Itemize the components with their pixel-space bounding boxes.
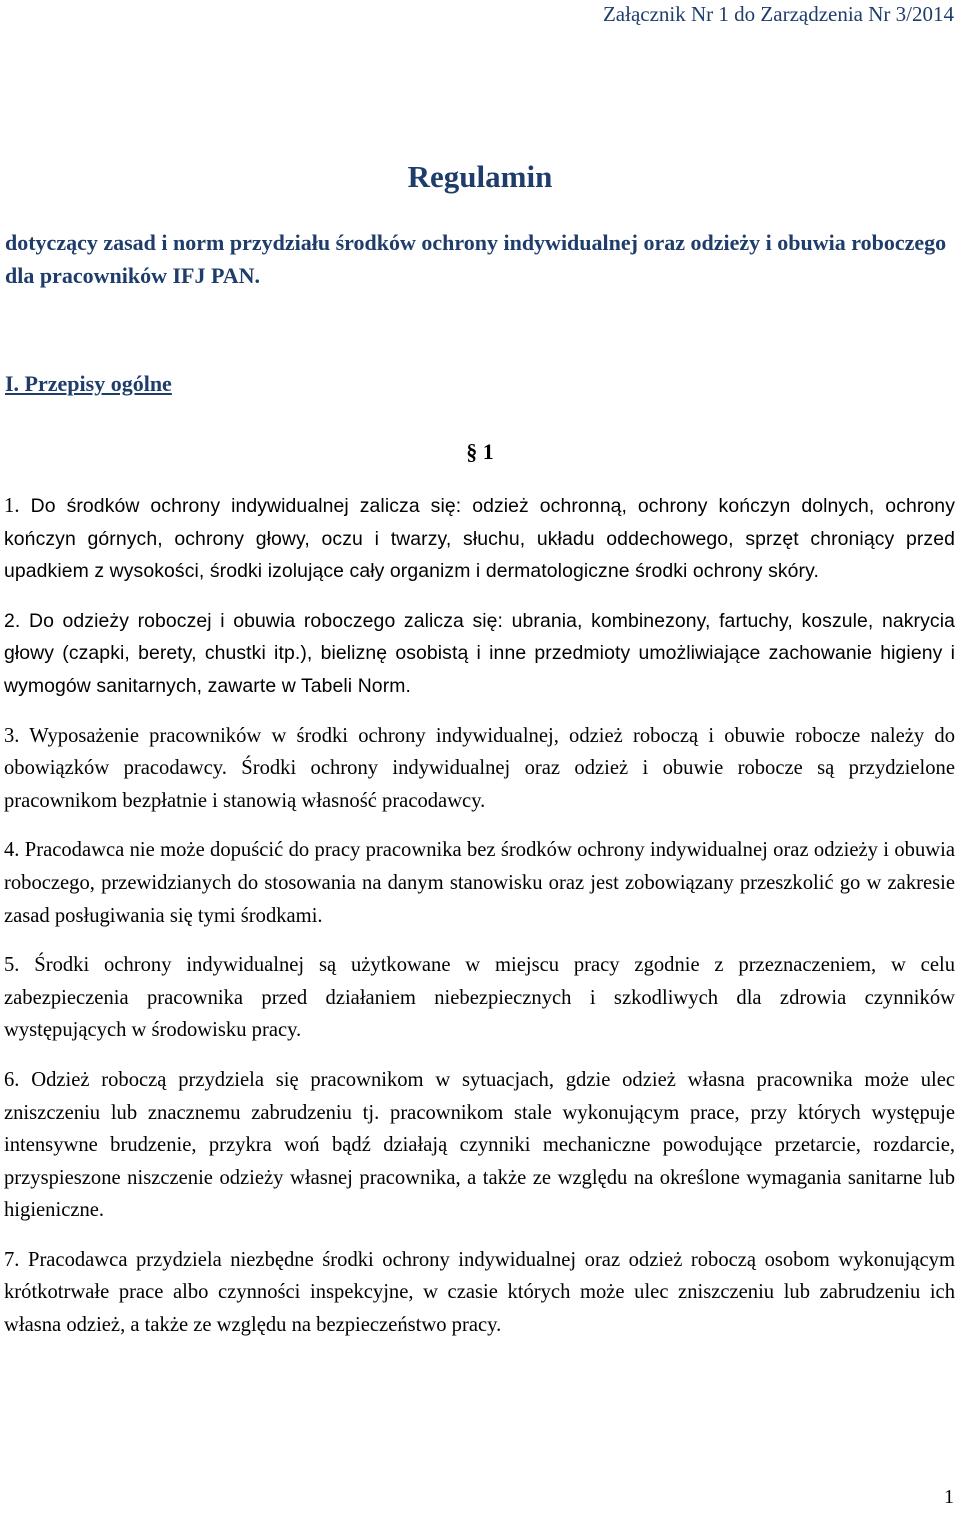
item-number: 5. <box>4 954 20 977</box>
item-text: Do odzieży roboczej i obuwia roboczego zalicza się: ubrania, kombinezony, fartuchy, koszule, nakrycia głowy (czapki, berety, chustki itp.), bieliznę osobistą i inne przedmioty umożliwiające zachowanie higieny i wymogów sanitarnych, zawarte w Tabeli Norm. <box>4 609 955 697</box>
item-text: Pracodawca przydziela niezbędne środki ochrony indywidualnej oraz odzież roboczą osobom wykonującym krótkotrwałe prace albo czynności inspekcyjne, w czasie których może ulec zniszczeniu lub zabrudzeniu ich własna odzież, a także ze względu na bezpieczeństwo pracy. <box>4 1248 955 1337</box>
regulation-item-7 <box>4 1244 955 1342</box>
item-text: Środki ochrony indywidualnej są użytkowane w miejscu pracy zgodnie z przeznaczeniem, w celu zabezpieczenia pracownika przed działaniem niebezpiecznych i szkodliwych dla zdrowia czynników występujących w środowisku pracy. <box>4 954 955 1042</box>
page-number: 1 <box>944 1486 954 1508</box>
paragraph-mark: § 1 <box>466 439 494 464</box>
item-number: 2. <box>4 609 21 632</box>
document-title: Regulamin <box>407 159 553 194</box>
section-heading: I. Przepisy ogólne <box>5 371 172 396</box>
item-number: 7. <box>4 1248 20 1271</box>
item-number: 1. <box>4 495 20 517</box>
item-text: Pracodawca nie może dopuścić do pracy pracownika bez środków ochrony indywidualnej oraz odzieży i obuwia roboczego, przewidzianych do stosowania na danym stanowisku oraz jest zobowiązany przeszkolić go w zakresie zasad posługiwania się tymi środkami. <box>4 839 955 927</box>
regulation-item-6 <box>4 1064 955 1227</box>
regulation-item-1 <box>4 490 955 588</box>
regulation-item-2 <box>4 605 955 703</box>
item-number: 6. <box>4 1068 20 1091</box>
regulation-items <box>4 490 955 1359</box>
regulation-item-3 <box>4 720 955 818</box>
regulation-item-5 <box>4 949 955 1047</box>
regulation-item-4 <box>4 834 955 932</box>
header-annex-note: Załącznik Nr 1 do Zarządzenia Nr 3/2014 <box>602 2 954 26</box>
item-text: Wyposażenie pracowników w środki ochrony indywidualnej, odzież roboczą i obuwie robocze należy do obowiązków pracodawcy. Środki ochrony indywidualnej oraz odzież i obuwie robocze są przydzielone pracownikom bezpłatnie i stanowią własność pracodawcy. <box>4 724 955 812</box>
item-number: 4. <box>4 839 20 862</box>
item-text: Do środków ochrony indywidualnej zalicza się: odzież ochronną, ochrony kończyn dolnych, ochrony kończyn górnych, ochrony głowy, oczu i twarzy, słuchu, układu oddechowego, sprzęt chroniący przed upadkiem z wysokości, środki izolujące cały organizm i dermatologiczne środki ochrony skóry. <box>4 495 955 583</box>
item-number: 3. <box>4 724 20 747</box>
item-text: Odzież roboczą przydziela się pracownikom w sytuacjach, gdzie odzież własna pracownika może ulec zniszczeniu lub znacznemu zabrudzeniu tj. pracownikom stale wykonującym prace, przy których występuje intensywne brudzenie, przykra woń bądź działają czynniki mechaniczne powodujące przetarcie, rozdarcie, przyspieszone niszczenie odzieży własnej pracownika, a także ze względu na określone wymagania sanitarne lub higieniczne. <box>4 1068 955 1222</box>
document-subtitle: dotyczący zasad i norm przydziału środków ochrony indywidualnej oraz odzieży i obuwia roboczego dla pracowników IFJ PAN. <box>5 230 947 288</box>
